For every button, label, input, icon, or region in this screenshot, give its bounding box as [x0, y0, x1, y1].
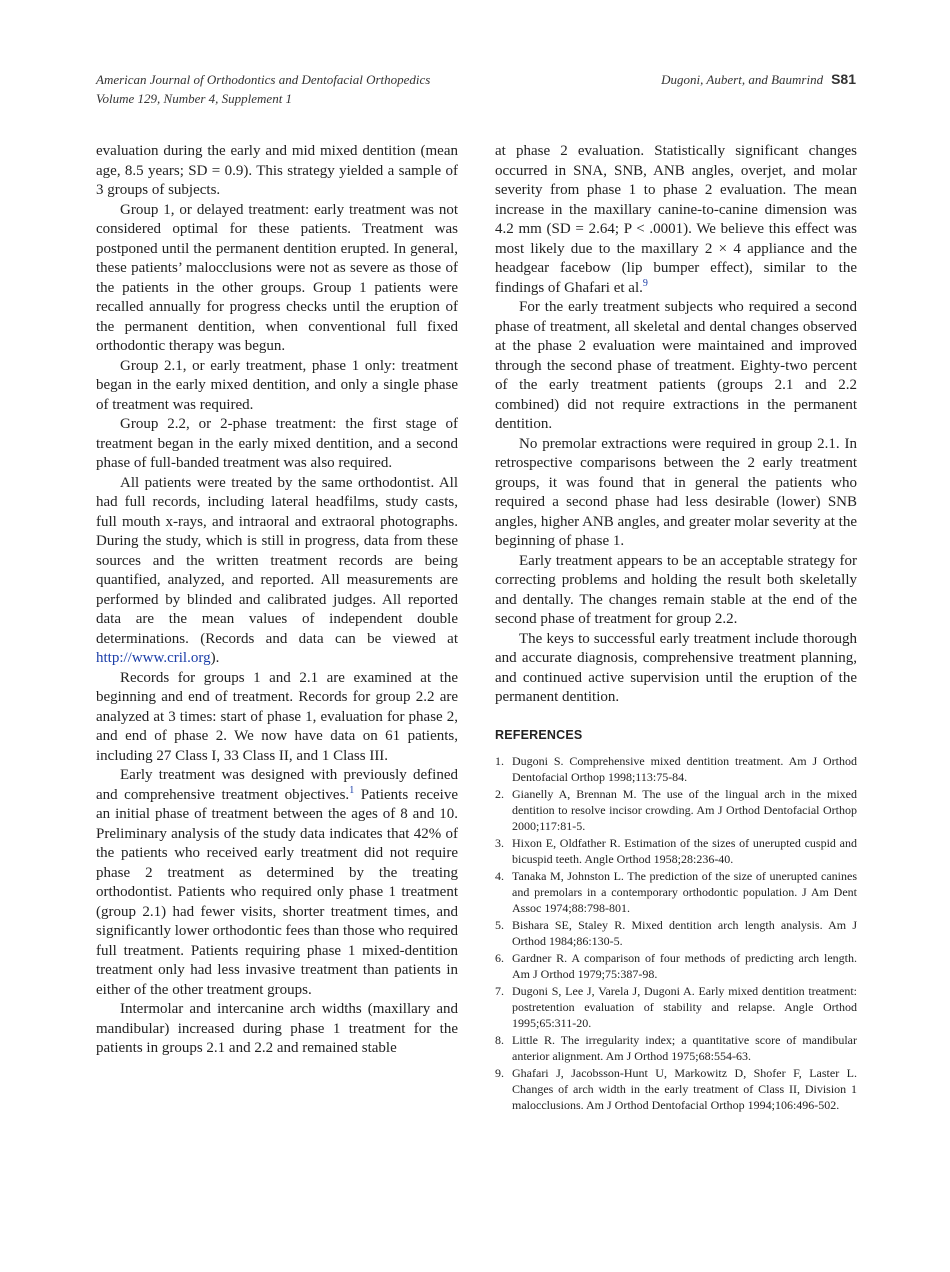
reference-text: Ghafari J, Jacobsson-Hunt U, Markowitz D, Shofer F, Laster L. Changes of arch width in the early treatment of Class II, Division 1 malocclusions. Am J Orthod Dentofacial Orthop 1994;106:496-502. [512, 1066, 857, 1112]
paragraph: Intermolar and intercanine arch widths (maxillary and mandibular) increased during phase 1 treatment for the patients in groups 2.1 and 2.2 and remained stable [96, 1001, 458, 1056]
paragraph: Group 1, or delayed treatment: early treatment was not considered optimal for these patients. Treatment was postponed until the permanent dentition erupted. In general, these patients’ malocclusions were not as severe as those of the patients in the other groups. Group 1 patients were recalled annually for progress checks until the eruption of the permanent dentition, when conventional full fixed orthodontic therapy was begun. [96, 201, 458, 354]
paragraph: No premolar extractions were required in group 2.1. In retrospective comparisons between the 2 early treatment groups, it was found that in general the patients who required a second phase had less desirable (lower) SNB angles, higher ANB angles, and greater molar severity at the beginning of phase 1. [495, 435, 857, 549]
reference-text: Gardner R. A comparison of four methods of predicting arch length. Am J Orthod 1979;75:387-98. [512, 951, 857, 981]
paragraph: The keys to successful early treatment include thorough and accurate diagnosis, comprehensive treatment planning, and continued active supervision until the eruption of the permanent dentition. [495, 630, 857, 705]
references-heading: REFERENCES [495, 727, 583, 742]
page-number: S81 [831, 71, 856, 87]
reference-item [495, 868, 857, 916]
reference-text: Dugoni S, Lee J, Varela J, Dugoni A. Early mixed dentition treatment: postretention evaluation of stability and relapse. Angle Orthod 1995;65:311-20. [512, 984, 857, 1030]
reference-number: 1. [495, 754, 504, 768]
reference-number: 2. [495, 787, 504, 801]
reference-text: Dugoni S. Comprehensive mixed dentition treatment. Am J Orthod Dentofacial Orthop 1998;113:75-84. [512, 754, 857, 784]
reference-item [495, 835, 857, 867]
text-span: Patients receive an initial phase of treatment between the ages of 8 and 10. Preliminary analysis of the study data indicates that 42% of the patients who received early treatment did not require phase 2 treatment as determined by the treating orthodontist. Patients who required only phase 1 treatment (group 2.1) had fewer visits, shorter treatment times, and significantly lower orthodontic fees than those who required full treatment. Patients requiring phase 1 mixed-dentition treatment only had less invasive treatment than patients in either of the other treatment groups. [96, 786, 458, 998]
reference-text: Hixon E, Oldfather R. Estimation of the sizes of unerupted cuspid and bicuspid teeth. Angle Orthod 1958;28:236-40. [512, 836, 857, 866]
reference-number: 9. [495, 1066, 504, 1080]
paragraph [96, 474, 458, 669]
paragraph [495, 142, 857, 298]
reference-text: Gianelly A, Brennan M. The use of the lingual arch in the mixed dentition to resolve incisor crowding. Am J Orthod Dentofacial Orthop 2000;117:81-5. [512, 787, 857, 833]
reference-item [495, 1032, 857, 1064]
paragraph: Early treatment appears to be an acceptable strategy for correcting problems and holding the result both skeletally and dentally. The changes remain stable at the end of the second phase of treatment for group 2.2. [495, 552, 857, 627]
reference-item [495, 917, 857, 949]
journal-info [96, 70, 430, 108]
reference-number: 3. [495, 836, 504, 850]
reference-number: 6. [495, 951, 504, 965]
reference-number: 5. [495, 918, 504, 932]
paragraph: Group 2.2, or 2-phase treatment: the first stage of treatment began in the early mixed dentition, and a second phase of full-banded treatment was also required. [96, 416, 458, 471]
reference-number: 4. [495, 869, 504, 883]
text-span: ). [210, 650, 220, 666]
text-span: at phase 2 evaluation. Statistically significant changes occurred in SNA, SNB, ANB angles, overjet, and molar severity from phase 1 to phase 2 evaluation. The mean increase in the maxillary canine-to-canine dimension was 4.2 mm (SD = 2.64; P < .0001). We believe this effect was most likely due to the maxillary 2 × 4 appliance and the headgear facebow (lip bumper effect), similar to the findings of Ghafari et al. [495, 143, 857, 296]
reference-item [495, 753, 857, 785]
references-list [495, 753, 857, 1113]
citation-link[interactable]: 1 [349, 784, 355, 796]
journal-title: American Journal of Orthodontics and Dentofacial Orthopedics [96, 72, 431, 87]
text-span: Early treatment was designed with previously defined and comprehensive treatment objectives. [96, 767, 458, 803]
running-head [661, 70, 856, 89]
reference-item [495, 786, 857, 834]
reference-number: 7. [495, 984, 504, 998]
citation-link[interactable]: 9 [642, 277, 648, 289]
paragraph: Records for groups 1 and 2.1 are examined at the beginning and end of treatment. Records for group 2.2 are analyzed at 3 times: start of phase 1, evaluation for phase 2, and end of phase 2. We now have data on 61 patients, including 27 Class I, 33 Class II, and 1 Class III. [96, 669, 458, 764]
reference-item [495, 950, 857, 982]
paragraph [96, 766, 458, 1000]
reference-text: Bishara SE, Staley R. Mixed dentition arch length analysis. Am J Orthod 1984;86:130-5. [512, 918, 857, 948]
cril-link[interactable]: http://www.cril.org [96, 650, 211, 666]
reference-number: 8. [495, 1033, 504, 1047]
reference-item [495, 983, 857, 1031]
authors: Dugoni, Aubert, and Baumrind [661, 72, 824, 87]
journal-volume: Volume 129, Number 4, Supplement 1 [96, 91, 293, 106]
left-column [96, 142, 458, 1059]
reference-text: Tanaka M, Johnston L. The prediction of the size of unerupted canines and premolars in a contemporary orthodontic population. J Am Dent Assoc 1974;88:798-801. [512, 869, 857, 915]
text-span: All patients were treated by the same orthodontist. All had full records, including lateral headfilms, study casts, full mouth x-rays, and intraoral and extraoral photographs. During the study, which is still in progress, data from these sources and the written treatment records are being quantified, analyzed, and reported. All measurements are performed by blinded and calibrated judges. All reported data are the mean values of independent double determinations. (Records and data can be viewed at [96, 474, 458, 647]
right-column [495, 142, 857, 1114]
reference-item [495, 1065, 857, 1113]
paragraph: Group 2.1, or early treatment, phase 1 only: treatment began in the early mixed dentition, and only a single phase of treatment was required. [96, 357, 458, 413]
paragraph: evaluation during the early and mid mixed dentition (mean age, 8.5 years; SD = 0.9). This strategy yielded a sample of 3 groups of subjects. [96, 143, 458, 198]
reference-text: Little R. The irregularity index; a quantitative score of mandibular anterior alignment. Am J Orthod 1975;68:554-63. [512, 1033, 857, 1063]
paragraph: For the early treatment subjects who required a second phase of treatment, all skeletal and dental changes observed at the phase 2 evaluation were maintained and improved through the second phase of treatment. Eighty-two percent of the early treatment patients (groups 2.1 and 2.2 combined) did not require extractions in the permanent dentition. [495, 299, 857, 432]
